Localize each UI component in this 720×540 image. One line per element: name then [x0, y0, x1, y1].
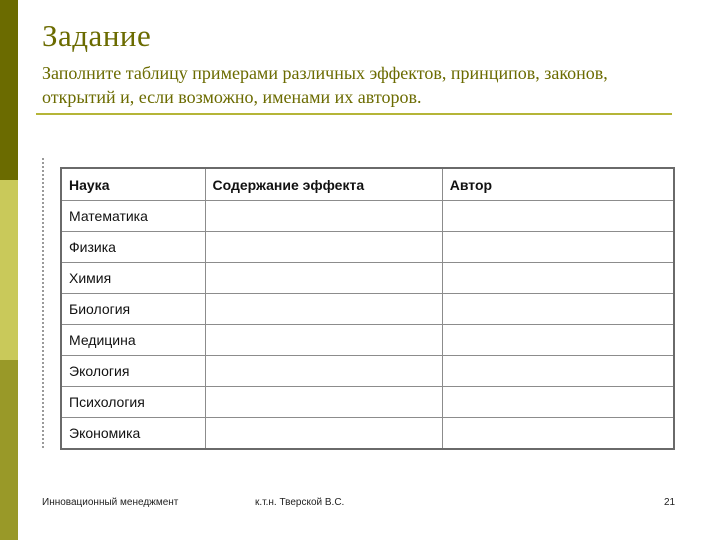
- effects-table: [60, 167, 675, 450]
- science-cell: Математика: [61, 201, 205, 232]
- effect-cell: [205, 232, 442, 263]
- slide-title: Задание: [42, 18, 152, 53]
- header-science: Наука: [61, 168, 205, 201]
- author-cell: [442, 294, 674, 325]
- side-bar-middle: [0, 180, 18, 360]
- title-divider: [36, 113, 672, 115]
- author-cell: [442, 325, 674, 356]
- table-header-row: [61, 168, 674, 201]
- effect-cell: [205, 294, 442, 325]
- table-row: [61, 201, 674, 232]
- page-number: 21: [664, 497, 676, 508]
- author-cell: [442, 232, 674, 263]
- effect-cell: [205, 201, 442, 232]
- table-row: [61, 232, 674, 263]
- header-author: Автор: [442, 168, 674, 201]
- science-cell: Экономика: [61, 418, 205, 450]
- science-cell: Медицина: [61, 325, 205, 356]
- dotted-margin-line: [42, 158, 44, 448]
- author-cell: [442, 387, 674, 418]
- effect-cell: [205, 356, 442, 387]
- science-cell: Экология: [61, 356, 205, 387]
- table-row: [61, 387, 674, 418]
- effect-cell: [205, 263, 442, 294]
- effect-cell: [205, 418, 442, 450]
- science-cell: Химия: [61, 263, 205, 294]
- science-cell: Физика: [61, 232, 205, 263]
- table-row: [61, 356, 674, 387]
- author-cell: [442, 418, 674, 450]
- table-row: [61, 325, 674, 356]
- footer-course-name: Инновационный менеджмент: [42, 497, 179, 508]
- effect-cell: [205, 387, 442, 418]
- side-bar-top: [0, 0, 18, 180]
- effect-cell: [205, 325, 442, 356]
- science-cell: Психология: [61, 387, 205, 418]
- side-bar-bottom: [0, 360, 18, 540]
- science-cell: Биология: [61, 294, 205, 325]
- table-row: [61, 263, 674, 294]
- table-row: [61, 294, 674, 325]
- table-row: [61, 418, 674, 450]
- header-effect-content: Содержание эффекта: [205, 168, 442, 201]
- footer-author: к.т.н. Тверской В.С.: [255, 497, 345, 508]
- author-cell: [442, 201, 674, 232]
- author-cell: [442, 263, 674, 294]
- author-cell: [442, 356, 674, 387]
- slide-subtitle: Заполните таблицу примерами различных эффектов, принципов, законов, открытий и, если возможно, именами их авторов.: [42, 63, 608, 107]
